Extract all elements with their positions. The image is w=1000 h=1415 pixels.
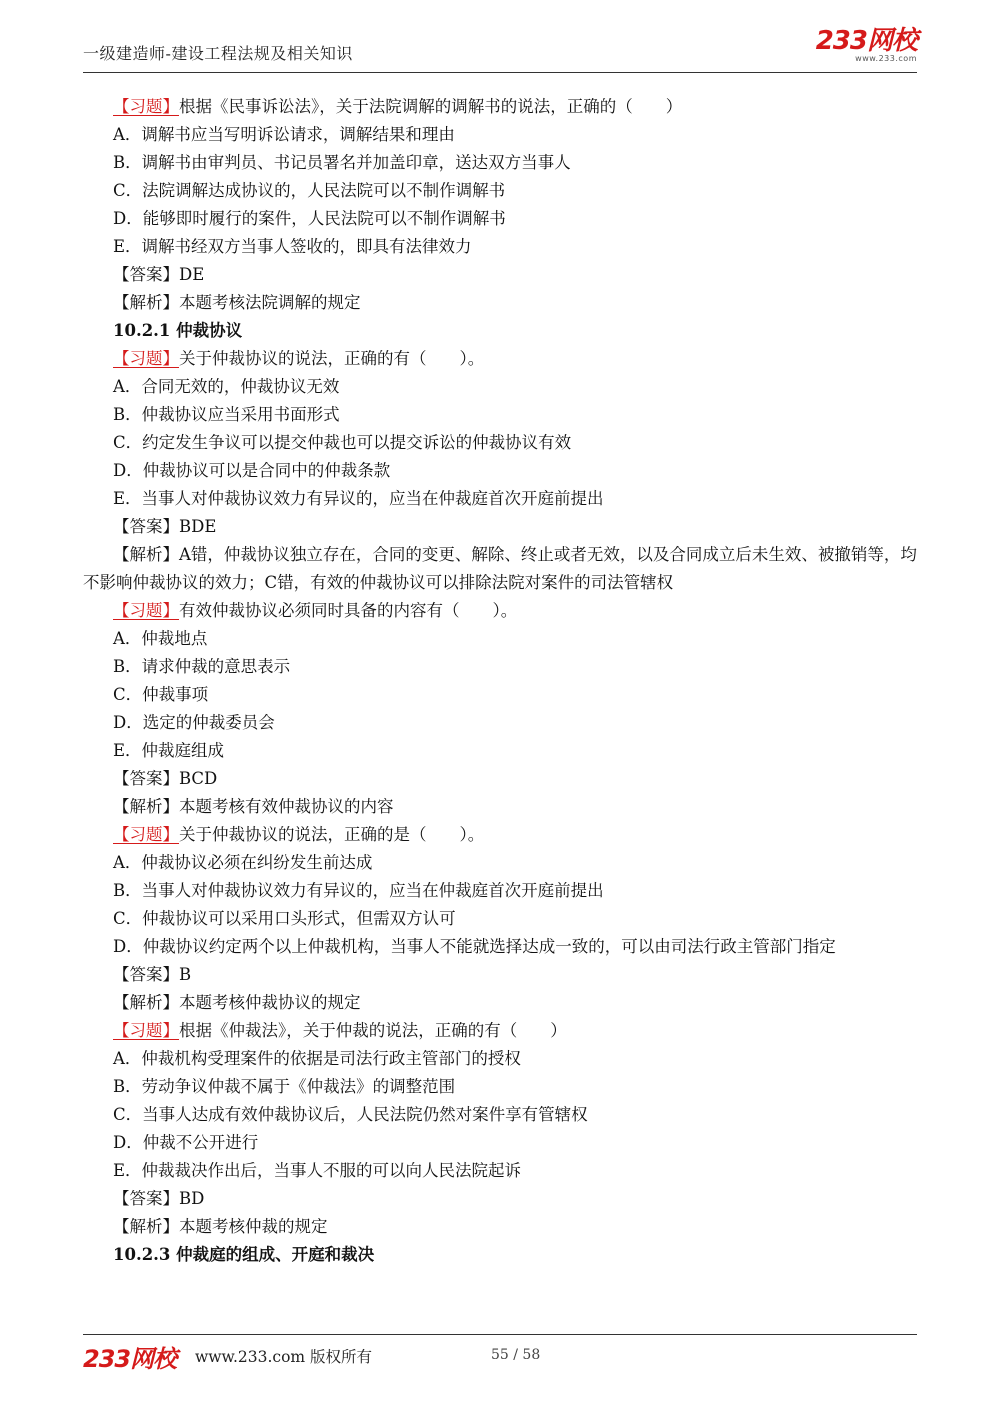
logo-wordmark: 233网校 xyxy=(815,26,917,56)
answer-option: A．仲裁机构受理案件的依据是司法行政主管部门的授权 xyxy=(113,1049,521,1068)
answer-option: A．仲裁地点 xyxy=(113,629,208,648)
section-heading: 10.2.3 仲裁庭的组成、开庭和裁决 xyxy=(113,1245,375,1264)
answer-option: C．约定发生争议可以提交仲裁也可以提交诉讼的仲裁协议有效 xyxy=(113,433,572,452)
answer-option: C．仲裁事项 xyxy=(113,685,209,704)
exercise-tag: 【习题】 xyxy=(113,97,179,116)
label-text: 本题考核有效仲裁协议的内容 xyxy=(179,797,394,816)
answer-option: B．仲裁协议应当采用书面形式 xyxy=(113,405,340,424)
answer-option: D．仲裁不公开进行 xyxy=(113,1133,259,1152)
answer-option: C．当事人达成有效仲裁协议后，人民法院仍然对案件享有管辖权 xyxy=(113,1105,588,1124)
answer-option: C．仲裁协议可以采用口头形式，但需双方认可 xyxy=(113,909,456,928)
answer-option: B．劳动争议仲裁不属于《仲裁法》的调整范围 xyxy=(113,1077,456,1096)
section-heading: 10.2.1 仲裁协议 xyxy=(113,321,243,340)
document-title: 一级建造师-建设工程法规及相关知识 xyxy=(83,44,353,63)
answer-line xyxy=(113,961,933,989)
label-text: B xyxy=(179,965,192,984)
page-footer xyxy=(83,1334,917,1375)
page-number: 55 / 58 xyxy=(491,1347,541,1363)
explanation-line xyxy=(83,541,933,597)
answer-option: A．合同无效的，仲裁协议无效 xyxy=(113,377,340,396)
label-text: A错，仲裁协议独立存在，合同的变更、解除、终止或者无效，以及合同成立后未生效、被撤销等，均不影响仲裁协议的效力；C错，有效的仲裁协议可以排除法院对案件的司法管辖权 xyxy=(83,545,917,592)
answer-option: A．仲裁协议必须在纠纷发生前达成 xyxy=(113,853,373,872)
label-tag: 【答案】 xyxy=(113,965,179,984)
document-body xyxy=(83,93,933,1269)
answer-option: B．调解书由审判员、书记员署名并加盖印章，送达双方当事人 xyxy=(113,153,571,172)
answer-option: E．仲裁裁决作出后，当事人不服的可以向人民法院起诉 xyxy=(113,1161,522,1180)
explanation-line xyxy=(113,793,933,821)
label-text: 本题考核仲裁协议的规定 xyxy=(179,993,361,1012)
answer-line xyxy=(113,261,933,289)
question-text: 有效仲裁协议必须同时具备的内容有（ ）。 xyxy=(179,601,518,620)
answer-option: C．法院调解达成协议的，人民法院可以不制作调解书 xyxy=(113,181,506,200)
answer-line xyxy=(113,765,933,793)
explanation-line xyxy=(113,1213,933,1241)
label-tag: 【答案】 xyxy=(113,769,179,788)
answer-line xyxy=(113,1185,933,1213)
label-tag: 【解析】 xyxy=(113,293,179,312)
label-tag: 【解析】 xyxy=(113,1217,179,1236)
label-tag: 【答案】 xyxy=(113,1189,179,1208)
answer-line xyxy=(113,513,933,541)
label-text: BCD xyxy=(179,769,218,788)
answer-option: A．调解书应当写明诉讼请求，调解结果和理由 xyxy=(113,125,455,144)
exercise-tag: 【习题】 xyxy=(113,1021,179,1040)
page-header xyxy=(83,28,917,73)
answer-option: E．仲裁庭组成 xyxy=(113,741,225,760)
answer-option: D．能够即时履行的案件，人民法院可以不制作调解书 xyxy=(113,209,506,228)
label-text: BD xyxy=(179,1189,205,1208)
footer-logo: 233网校 xyxy=(83,1345,177,1373)
exercise-tag: 【习题】 xyxy=(113,349,179,368)
exercise-question xyxy=(113,1017,933,1045)
question-text: 关于仲裁协议的说法，正确的是（ ）。 xyxy=(179,825,485,844)
explanation-line xyxy=(113,289,933,317)
label-text: 本题考核仲裁的规定 xyxy=(179,1217,328,1236)
footer-copyright: www.233.com 版权所有 xyxy=(195,1348,373,1366)
label-text: 本题考核法院调解的规定 xyxy=(179,293,361,312)
brand-logo xyxy=(816,28,917,63)
answer-option: D．选定的仲裁委员会 xyxy=(113,713,275,732)
label-tag: 【答案】 xyxy=(113,265,179,284)
answer-option: D．仲裁协议可以是合同中的仲裁条款 xyxy=(113,461,391,480)
label-tag: 【解析】 xyxy=(113,797,179,816)
question-text: 根据《民事诉讼法》，关于法院调解的调解书的说法，正确的（ ） xyxy=(179,97,683,116)
exercise-tag: 【习题】 xyxy=(113,601,179,620)
explanation-line xyxy=(113,989,933,1017)
question-text: 关于仲裁协议的说法，正确的有（ ）。 xyxy=(179,349,485,368)
answer-option: E．调解书经双方当事人签收的，即具有法律效力 xyxy=(113,237,472,256)
answer-option: B．当事人对仲裁协议效力有异议的，应当在仲裁庭首次开庭前提出 xyxy=(113,881,604,900)
label-tag: 【答案】 xyxy=(113,517,179,536)
question-text: 根据《仲裁法》，关于仲裁的说法，正确的有（ ） xyxy=(179,1021,567,1040)
label-tag: 【解析】 xyxy=(113,993,179,1012)
exercise-question xyxy=(113,345,933,373)
answer-option: E．当事人对仲裁协议效力有异议的，应当在仲裁庭首次开庭前提出 xyxy=(113,489,604,508)
label-text: DE xyxy=(179,265,205,284)
answer-option: B．请求仲裁的意思表示 xyxy=(113,657,291,676)
exercise-question xyxy=(113,821,933,849)
exercise-tag: 【习题】 xyxy=(113,825,179,844)
logo-url: www.233.com xyxy=(855,54,917,63)
label-tag: 【解析】 xyxy=(113,545,179,564)
exercise-question xyxy=(113,597,933,625)
answer-option: D．仲裁协议约定两个以上仲裁机构，当事人不能就选择达成一致的，可以由司法行政主管部门指定 xyxy=(113,937,836,956)
exercise-question xyxy=(113,93,933,121)
label-text: BDE xyxy=(179,517,217,536)
